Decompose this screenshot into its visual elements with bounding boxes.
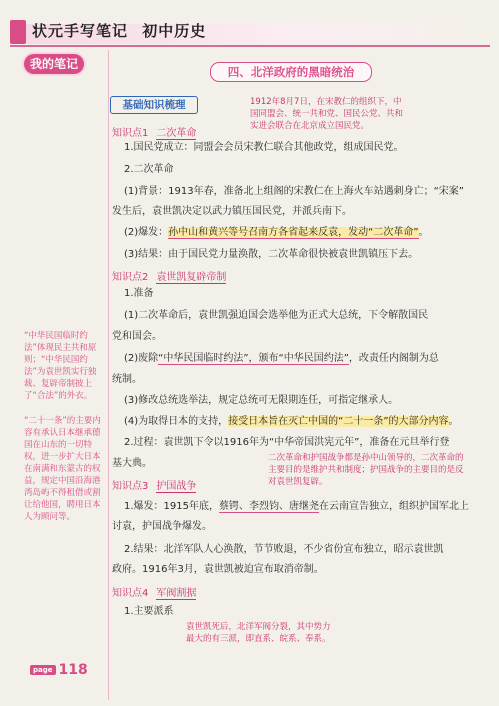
kp2-line-4-highlight: “中华民国临时约法”，颁布“中华民国约法” <box>158 353 349 364</box>
kp2-label: 知识点2 <box>112 272 149 283</box>
kp2-line-4 <box>124 352 469 366</box>
kp4-annotation: 袁世凯死后，北洋军阀分裂，其中势力最大的有三派，即直系、皖系、奉系。 <box>186 622 331 644</box>
my-notes-badge: 我的笔记 <box>24 54 84 74</box>
kp1-line-6: (3)结果：由于国民党力量涣散，二次革命很快被袁世凯镇压下去。 <box>124 249 419 260</box>
top-annotation: 1912年8月7日，在宋教仁的组织下，中国同盟会、统一共和党、国民公党、共和实进会联合在北京成立国民党。 <box>250 97 404 131</box>
kp3-annotation: 二次革命和护国战争都是孙中山领导的，二次革命的主要目的是维护共和制度；护国战争的主要目的是反对袁世凯复辟。 <box>268 453 464 487</box>
kp3-line-1-highlight: 蔡锷、李烈钧、唐继尧 <box>219 501 319 512</box>
knowledge-point-1 <box>112 124 196 139</box>
kp2-line-7 <box>124 415 469 429</box>
kp2-line-8: 2.过程：袁世凯下令以1916年为“中华帝国洪宪元年”，准备在元旦举行登 <box>124 437 450 448</box>
knowledge-point-4 <box>112 584 196 599</box>
knowledge-point-3 <box>112 477 196 492</box>
kp1-line-5 <box>124 226 469 240</box>
kp4-line-1: 1.主要派系 <box>124 606 174 617</box>
kp1-line-1: 1.国民党成立：同盟会会员宋教仁联合其他政党，组成国民党。 <box>124 142 404 153</box>
page-number <box>30 662 88 678</box>
kp3-line-3: 2.结果：北洋军队人心涣散，节节败退，不少省份宣布独立，昭示袁世凯 <box>124 544 444 555</box>
lesson-title: 四、北洋政府的黑暗统治 <box>210 62 372 82</box>
kp3-label: 知识点3 <box>112 481 149 492</box>
margin-line <box>108 50 109 700</box>
page-header <box>0 0 499 50</box>
kp3-line-1c: 在云南宣告独立，组织护国军北上 <box>319 501 469 512</box>
kp1-line-5-highlight: 孙中山和黄兴等号召南方各省起来反袁，发动“二次革命” <box>168 227 419 238</box>
kp2-line-6: (3)修改总统选举法，规定总统可无限期连任，可指定继承人。 <box>124 395 399 406</box>
kp1-name: 二次革命 <box>156 128 197 139</box>
page-tag: page <box>30 665 56 675</box>
kp2-line-2: (1)二次革命后，袁世凯强迫国会选举他为正式大总统，下令解散国民 <box>124 310 429 321</box>
book-subtitle: 初中历史 <box>142 22 207 40</box>
knowledge-point-2 <box>112 268 226 283</box>
kp2-line-1: 1.准备 <box>124 288 154 299</box>
kp1-line-3: (1)背景：1913年春，准备北上组阁的宋教仁在上海火车站遇刺身亡；“宋案” <box>124 186 464 197</box>
kp2-line-4a: (2)废除 <box>124 353 159 364</box>
kp1-line-2: 2.二次革命 <box>124 164 174 175</box>
header-stripe <box>10 45 490 47</box>
basic-knowledge-label: 基础知识梳理 <box>110 96 198 114</box>
kp1-line-4: 发生后，袁世凯决定以武力镇压国民党，并派兵南下。 <box>112 206 352 217</box>
kp4-name: 军阀割据 <box>156 588 197 599</box>
kp2-line-5: 统制。 <box>112 374 142 385</box>
kp3-line-4: 政府。1916年3月，袁世凯被迫宣布取消帝制。 <box>112 564 324 575</box>
kp2-line-7c: 。 <box>448 416 459 427</box>
side-note-constitution: “中华民国临时约法”体现民主共和原则；“中华民国约法”为袁世凯实行独裁、复辟帝制披上了“合法”的外衣。 <box>24 331 97 401</box>
kp2-line-9: 基大典。 <box>112 458 152 469</box>
kp2-line-7-highlight: 接受日本旨在灭亡中国的“二十一条”的大部分内容 <box>228 416 449 427</box>
kp2-line-7a: (4)为取得日本的支持， <box>124 416 229 427</box>
kp4-label: 知识点4 <box>112 588 149 599</box>
kp2-name: 袁世凯复辟帝制 <box>156 272 227 283</box>
kp2-line-3: 党和国会。 <box>112 331 162 342</box>
header-title <box>32 20 206 41</box>
book-title: 状元手写笔记 <box>32 22 129 40</box>
kp3-line-1a: 1.爆发：1915年底， <box>124 501 219 512</box>
kp3-line-2: 讨袁，护国战争爆发。 <box>112 521 212 532</box>
header-logo-block <box>10 20 26 44</box>
kp1-label: 知识点1 <box>112 128 149 139</box>
side-note-twenty-one-demands: “二十一条”的主要内容有承认日本继承德国在山东的一切特权，进一步扩大日本在南满和东蒙古的权益，规定中国沿海港湾岛屿不得租借或割让给他国，聘用日本人为顾问等。 <box>24 416 101 522</box>
kp1-line-5a: (2)爆发： <box>124 227 169 238</box>
kp2-line-4c: ，改责任内阁制为总 <box>348 353 439 364</box>
kp3-line-1 <box>124 500 469 514</box>
kp3-name: 护国战争 <box>156 481 197 492</box>
page-number-value: 118 <box>58 662 88 678</box>
kp1-line-5c: 。 <box>418 227 429 238</box>
